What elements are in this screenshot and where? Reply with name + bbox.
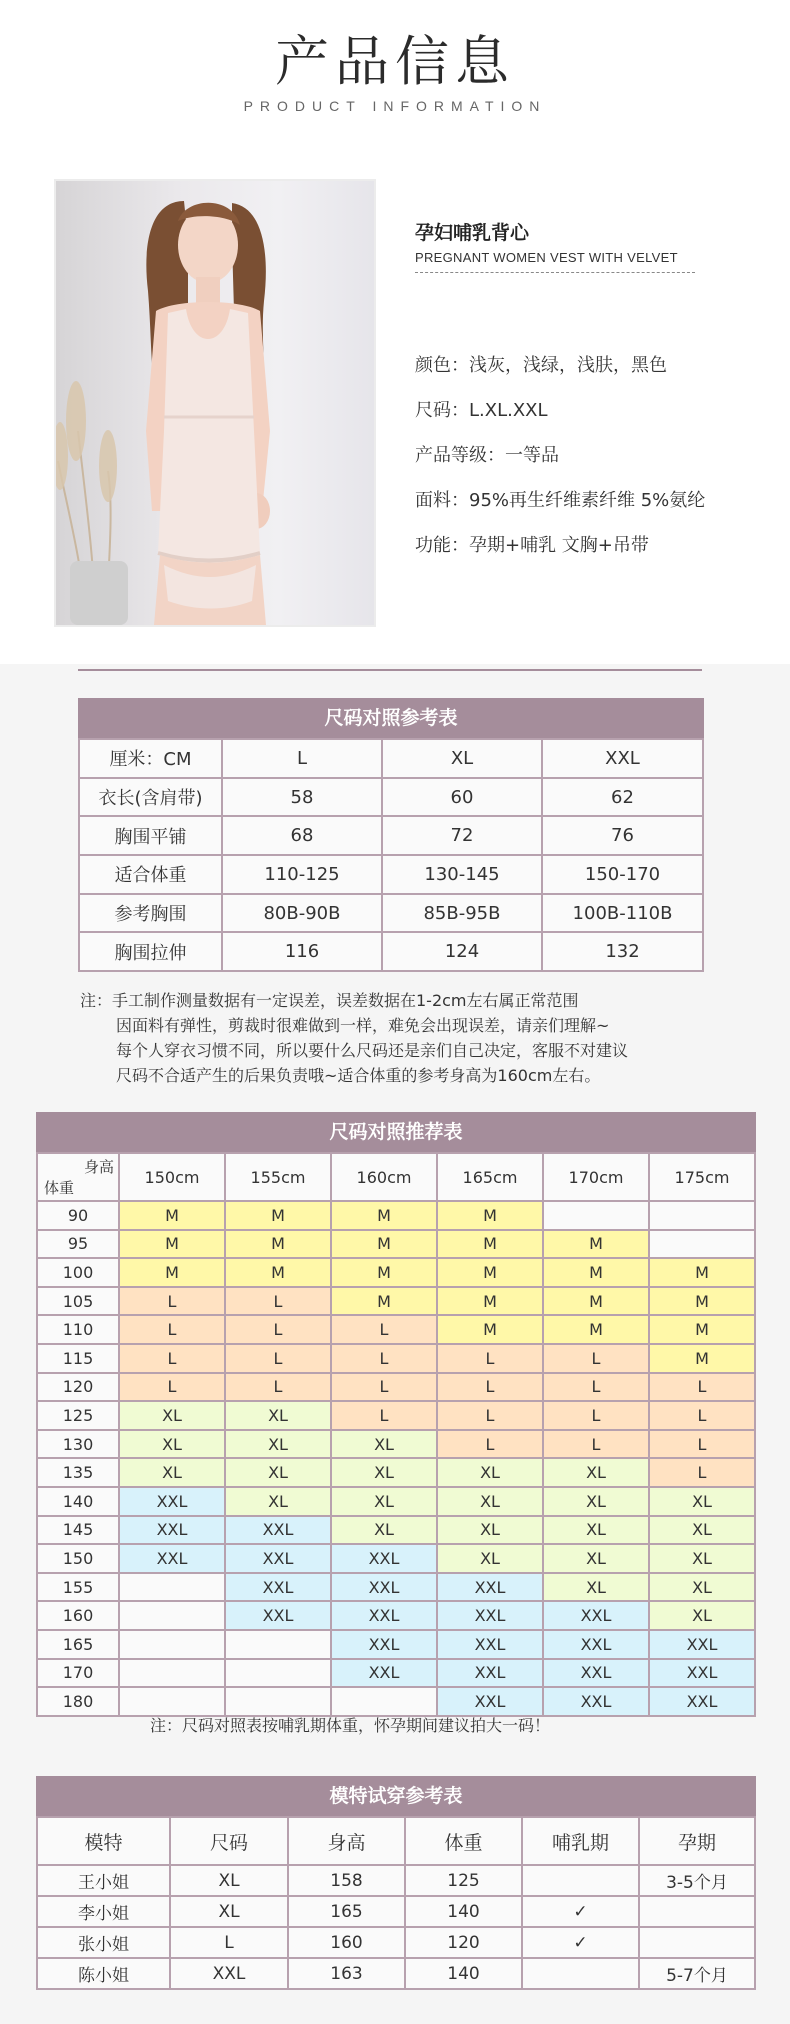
size-recommendation-cell: XXL xyxy=(331,1630,437,1659)
size-recommendation-cell: XXL xyxy=(225,1544,331,1573)
size-cell: 132 xyxy=(542,932,703,971)
size-recommendation-cell xyxy=(225,1659,331,1688)
size-recommendation-table xyxy=(36,1112,756,1717)
rec-header-row xyxy=(37,1153,755,1201)
size-recommendation-cell: L xyxy=(119,1315,225,1344)
size-recommendation-cell: L xyxy=(331,1344,437,1373)
rec-row xyxy=(37,1573,755,1602)
height-header: 165cm xyxy=(437,1153,543,1201)
rec-row xyxy=(37,1487,755,1516)
size-recommendation-cell: XXL xyxy=(119,1487,225,1516)
size-recommendation-cell: L xyxy=(649,1458,755,1487)
weight-label: 140 xyxy=(37,1487,119,1516)
size-row xyxy=(79,816,703,855)
size-recommendation-cell: M xyxy=(119,1201,225,1230)
size-cell: XXL xyxy=(542,739,703,778)
size-recommendation-cell: M xyxy=(331,1287,437,1316)
rec-row xyxy=(37,1458,755,1487)
size-recommendation-cell: M xyxy=(543,1315,649,1344)
model-header-cell: 体重 xyxy=(405,1817,522,1865)
note-line: 每个人穿衣习惯不同，所以要什么尺码还是亲们自己决定，客服不对建议 xyxy=(116,1041,629,1060)
weight-label: 115 xyxy=(37,1344,119,1373)
size-recommendation-cell: XXL xyxy=(331,1544,437,1573)
size-recommendation-cell: XL xyxy=(225,1430,331,1459)
weight-label: 150 xyxy=(37,1544,119,1573)
size-row xyxy=(79,894,703,933)
model-cell: 5-7个月 xyxy=(639,1958,755,1989)
size-recommendation-cell: L xyxy=(437,1401,543,1430)
size-recommendation-cell: XXL xyxy=(437,1659,543,1688)
size-recommendation-cell xyxy=(119,1687,225,1716)
model-header-cell: 尺码 xyxy=(170,1817,288,1865)
size-recommendation-cell: XXL xyxy=(225,1573,331,1602)
rec-row xyxy=(37,1373,755,1402)
size-cell: XL xyxy=(382,739,542,778)
page-title: 产品信息 xyxy=(275,30,515,93)
size-recommendation-cell: XL xyxy=(543,1544,649,1573)
size-recommendation-cell: L xyxy=(543,1430,649,1459)
size-recommendation-cell: L xyxy=(437,1430,543,1459)
spec-size: 尺码：L.XL.XXL xyxy=(415,400,548,421)
size-recommendation-cell: L xyxy=(437,1344,543,1373)
model-header-cell: 身高 xyxy=(288,1817,405,1865)
model-cell: 120 xyxy=(405,1927,522,1958)
size-cell: L xyxy=(222,739,382,778)
height-header: 155cm xyxy=(225,1153,331,1201)
rec-row xyxy=(37,1687,755,1716)
spec-color: 颜色：浅灰，浅绿，浅肤，黑色 xyxy=(415,355,667,376)
model-row xyxy=(37,1896,755,1927)
size-recommendation-cell: XL xyxy=(437,1458,543,1487)
model-header-cell: 模特 xyxy=(37,1817,170,1865)
size-cell: 58 xyxy=(222,778,382,817)
rec-row xyxy=(37,1258,755,1287)
weight-label: 170 xyxy=(37,1659,119,1688)
size-recommendation-cell xyxy=(119,1630,225,1659)
weight-label: 135 xyxy=(37,1458,119,1487)
size-recommendation-cell: M xyxy=(331,1258,437,1287)
spec-grade: 产品等级：一等品 xyxy=(415,445,559,466)
corner-weight-label: 体重 xyxy=(44,1179,75,1197)
size-recommendation-cell xyxy=(649,1230,755,1259)
model-cell: XL xyxy=(170,1896,288,1927)
rec-row xyxy=(37,1516,755,1545)
model-table-title: 模特试穿参考表 xyxy=(36,1776,756,1816)
size-recommendation-cell: XL xyxy=(437,1544,543,1573)
weight-label: 100 xyxy=(37,1258,119,1287)
size-cell: 116 xyxy=(222,932,382,971)
model-cell: L xyxy=(170,1927,288,1958)
size-recommendation-cell: L xyxy=(331,1315,437,1344)
size-recommendation-cell: M xyxy=(119,1258,225,1287)
size-recommendation-cell: L xyxy=(225,1287,331,1316)
weight-label: 165 xyxy=(37,1630,119,1659)
rec-row xyxy=(37,1201,755,1230)
weight-label: 90 xyxy=(37,1201,119,1230)
size-recommendation-cell: L xyxy=(331,1401,437,1430)
size-recommendation-cell xyxy=(225,1630,331,1659)
size-recommendation-cell: XXL xyxy=(331,1601,437,1630)
size-recommendation-cell: M xyxy=(437,1230,543,1259)
accent-divider xyxy=(78,669,702,671)
spec-function: 功能：孕期+哺乳 文胸+吊带 xyxy=(415,535,649,556)
weight-label: 105 xyxy=(37,1287,119,1316)
model-cell: ✓ xyxy=(522,1927,639,1958)
product-name: 孕妇哺乳背心 xyxy=(415,222,530,244)
size-recommendation-cell: XXL xyxy=(119,1544,225,1573)
size-recommendation-cell: XL xyxy=(543,1487,649,1516)
size-recommendation-cell xyxy=(649,1201,755,1230)
size-recommendation-cell: M xyxy=(543,1258,649,1287)
model-cell xyxy=(639,1896,755,1927)
model-cell: ✓ xyxy=(522,1896,639,1927)
size-cell: 72 xyxy=(382,816,542,855)
size-recommendation-cell: XL xyxy=(331,1516,437,1545)
model-row xyxy=(37,1865,755,1896)
model-cell: 140 xyxy=(405,1896,522,1927)
size-recommendation-cell: XL xyxy=(331,1430,437,1459)
model-cell xyxy=(639,1927,755,1958)
size-recommendation-cell: M xyxy=(543,1287,649,1316)
rec-row xyxy=(37,1287,755,1316)
size-recommendation-cell xyxy=(119,1659,225,1688)
height-header: 170cm xyxy=(543,1153,649,1201)
size-recommendation-cell: M xyxy=(225,1201,331,1230)
weight-label: 120 xyxy=(37,1373,119,1402)
size-recommendation-cell: L xyxy=(119,1287,225,1316)
model-cell: 王小姐 xyxy=(37,1865,170,1896)
size-recommendation-cell: XL xyxy=(649,1487,755,1516)
rec-row xyxy=(37,1630,755,1659)
size-recommendation-cell: XXL xyxy=(437,1573,543,1602)
size-recommendation-cell: L xyxy=(225,1344,331,1373)
model-cell: 160 xyxy=(288,1927,405,1958)
note-line: 尺码不合适产生的后果负责哦~适合体重的参考身高为160cm左右。 xyxy=(116,1066,601,1085)
size-recommendation-cell: XL xyxy=(437,1516,543,1545)
size-recommendation-cell: XL xyxy=(649,1516,755,1545)
size-recommendation-cell: XL xyxy=(225,1487,331,1516)
size-cell: 100B-110B xyxy=(542,894,703,933)
size-cell: 110-125 xyxy=(222,855,382,894)
size-recommendation-cell: XXL xyxy=(437,1630,543,1659)
model-header-cell: 孕期 xyxy=(639,1817,755,1865)
rec-row xyxy=(37,1344,755,1373)
size-recommendation-cell: XXL xyxy=(649,1659,755,1688)
weight-label: 110 xyxy=(37,1315,119,1344)
size-cell: 76 xyxy=(542,816,703,855)
size-table-title: 尺码对照参考表 xyxy=(78,698,704,738)
size-row xyxy=(79,855,703,894)
size-cell: 150-170 xyxy=(542,855,703,894)
size-recommendation-cell: M xyxy=(437,1201,543,1230)
size-recommendation-cell: XL xyxy=(119,1430,225,1459)
size-recommendation-cell: L xyxy=(437,1373,543,1402)
size-recommendation-cell: XXL xyxy=(543,1601,649,1630)
size-recommendation-cell: L xyxy=(649,1430,755,1459)
rec-table-title: 尺码对照推荐表 xyxy=(36,1112,756,1152)
size-recommendation-cell: XXL xyxy=(543,1687,649,1716)
size-row-label: 参考胸围 xyxy=(79,894,222,933)
rec-row xyxy=(37,1230,755,1259)
size-recommendation-cell: XXL xyxy=(437,1687,543,1716)
model-cell: 140 xyxy=(405,1958,522,1989)
size-cell: 85B-95B xyxy=(382,894,542,933)
size-recommendation-cell: L xyxy=(649,1373,755,1402)
size-row-label: 胸围拉伸 xyxy=(79,932,222,971)
corner-height-label: 身高 xyxy=(83,1158,114,1176)
size-recommendation-cell: L xyxy=(225,1373,331,1402)
model-fitting-table xyxy=(36,1776,756,1990)
model-cell: 陈小姐 xyxy=(37,1958,170,1989)
note-line: 因面料有弹性，剪裁时很难做到一样，难免会出现误差，请亲们理解~ xyxy=(116,1016,610,1035)
size-recommendation-cell: XXL xyxy=(331,1659,437,1688)
model-row xyxy=(37,1927,755,1958)
size-recommendation-cell: XL xyxy=(225,1458,331,1487)
size-recommendation-cell: M xyxy=(225,1230,331,1259)
size-recommendation-cell xyxy=(543,1201,649,1230)
size-recommendation-cell: M xyxy=(331,1230,437,1259)
height-header: 175cm xyxy=(649,1153,755,1201)
size-cell: 62 xyxy=(542,778,703,817)
size-recommendation-cell: XL xyxy=(119,1458,225,1487)
weight-label: 125 xyxy=(37,1401,119,1430)
size-recommendation-cell: XL xyxy=(649,1573,755,1602)
size-recommendation-cell: XL xyxy=(543,1516,649,1545)
model-cell xyxy=(522,1865,639,1896)
divider xyxy=(415,272,695,273)
size-row-label: 衣长(含肩带) xyxy=(79,778,222,817)
model-cell: 李小姐 xyxy=(37,1896,170,1927)
corner-cell xyxy=(37,1153,119,1201)
note-line: 注：手工制作测量数据有一定误差，误差数据在1-2cm左右属正常范围 xyxy=(80,991,579,1010)
size-recommendation-cell: M xyxy=(649,1315,755,1344)
product-photo xyxy=(54,179,376,627)
page-subtitle: PRODUCT INFORMATION xyxy=(243,98,547,114)
size-recommendation-cell: XXL xyxy=(225,1601,331,1630)
model-cell: 158 xyxy=(288,1865,405,1896)
rec-row xyxy=(37,1401,755,1430)
size-recommendation-cell: L xyxy=(543,1373,649,1402)
model-cell: 张小姐 xyxy=(37,1927,170,1958)
size-reference-table xyxy=(78,698,704,972)
size-recommendation-cell: L xyxy=(119,1373,225,1402)
size-recommendation-cell: M xyxy=(649,1344,755,1373)
rec-row xyxy=(37,1544,755,1573)
model-cell: 125 xyxy=(405,1865,522,1896)
size-recommendation-cell xyxy=(331,1687,437,1716)
size-recommendation-cell: L xyxy=(543,1344,649,1373)
size-recommendation-cell: XXL xyxy=(331,1573,437,1602)
size-recommendation-cell: XL xyxy=(543,1573,649,1602)
weight-label: 95 xyxy=(37,1230,119,1259)
size-recommendation-cell: L xyxy=(331,1373,437,1402)
size-recommendation-cell: M xyxy=(119,1230,225,1259)
size-cell: 80B-90B xyxy=(222,894,382,933)
size-row-label: 适合体重 xyxy=(79,855,222,894)
size-recommendation-cell: XL xyxy=(543,1458,649,1487)
size-recommendation-cell: XL xyxy=(331,1458,437,1487)
size-recommendation-cell: XL xyxy=(649,1601,755,1630)
size-cell: 60 xyxy=(382,778,542,817)
size-recommendation-cell: M xyxy=(331,1201,437,1230)
rec-row xyxy=(37,1601,755,1630)
size-row xyxy=(79,932,703,971)
size-recommendation-cell: XL xyxy=(331,1487,437,1516)
size-recommendation-cell: M xyxy=(437,1258,543,1287)
height-header: 150cm xyxy=(119,1153,225,1201)
rec-row xyxy=(37,1659,755,1688)
size-row-label: 厘米：CM xyxy=(79,739,222,778)
size-recommendation-cell: XXL xyxy=(437,1601,543,1630)
size-recommendation-cell: XXL xyxy=(119,1516,225,1545)
weight-label: 160 xyxy=(37,1601,119,1630)
size-recommendation-cell: M xyxy=(543,1230,649,1259)
size-recommendation-cell: XXL xyxy=(649,1630,755,1659)
vase-decoration xyxy=(70,561,128,625)
model-cell: XL xyxy=(170,1865,288,1896)
size-recommendation-cell: L xyxy=(543,1401,649,1430)
size-recommendation-cell: XXL xyxy=(649,1687,755,1716)
size-recommendation-cell: XL xyxy=(225,1401,331,1430)
size-recommendation-cell: L xyxy=(649,1401,755,1430)
size-recommendation-cell: M xyxy=(225,1258,331,1287)
size-recommendation-cell: XL xyxy=(119,1401,225,1430)
weight-label: 130 xyxy=(37,1430,119,1459)
product-name-en: PREGNANT WOMEN VEST WITH VELVET xyxy=(415,250,678,265)
size-recommendation-cell: M xyxy=(649,1287,755,1316)
model-row xyxy=(37,1958,755,1989)
size-recommendation-cell: L xyxy=(225,1315,331,1344)
size-row xyxy=(79,778,703,817)
weight-label: 180 xyxy=(37,1687,119,1716)
pregnancy-note: 注：尺码对照表按哺乳期体重，怀孕期间建议拍大一码！ xyxy=(150,1716,551,1735)
height-header: 160cm xyxy=(331,1153,437,1201)
measurement-note xyxy=(80,988,628,1088)
model-cell: 3-5个月 xyxy=(639,1865,755,1896)
model-cell xyxy=(522,1958,639,1989)
size-row-label: 胸围平铺 xyxy=(79,816,222,855)
model-cell: 163 xyxy=(288,1958,405,1989)
size-row xyxy=(79,739,703,778)
size-cell: 130-145 xyxy=(382,855,542,894)
model-header-cell: 哺乳期 xyxy=(522,1817,639,1865)
rec-row xyxy=(37,1430,755,1459)
size-recommendation-cell xyxy=(119,1601,225,1630)
size-cell: 124 xyxy=(382,932,542,971)
size-recommendation-cell: M xyxy=(437,1315,543,1344)
size-recommendation-cell: XXL xyxy=(543,1630,649,1659)
weight-label: 145 xyxy=(37,1516,119,1545)
size-recommendation-cell: XL xyxy=(649,1544,755,1573)
weight-label: 155 xyxy=(37,1573,119,1602)
size-recommendation-cell: M xyxy=(437,1287,543,1316)
size-recommendation-cell: XXL xyxy=(543,1659,649,1688)
size-cell: 68 xyxy=(222,816,382,855)
spec-fabric: 面料：95%再生纤维素纤维 5%氨纶 xyxy=(415,490,706,511)
size-recommendation-cell: XL xyxy=(437,1487,543,1516)
size-recommendation-cell xyxy=(225,1687,331,1716)
size-recommendation-cell: M xyxy=(649,1258,755,1287)
rec-row xyxy=(37,1315,755,1344)
model-cell: 165 xyxy=(288,1896,405,1927)
model-header-row xyxy=(37,1817,755,1865)
size-recommendation-cell: L xyxy=(119,1344,225,1373)
size-recommendation-cell: XXL xyxy=(225,1516,331,1545)
size-recommendation-cell xyxy=(119,1573,225,1602)
model-cell: XXL xyxy=(170,1958,288,1989)
